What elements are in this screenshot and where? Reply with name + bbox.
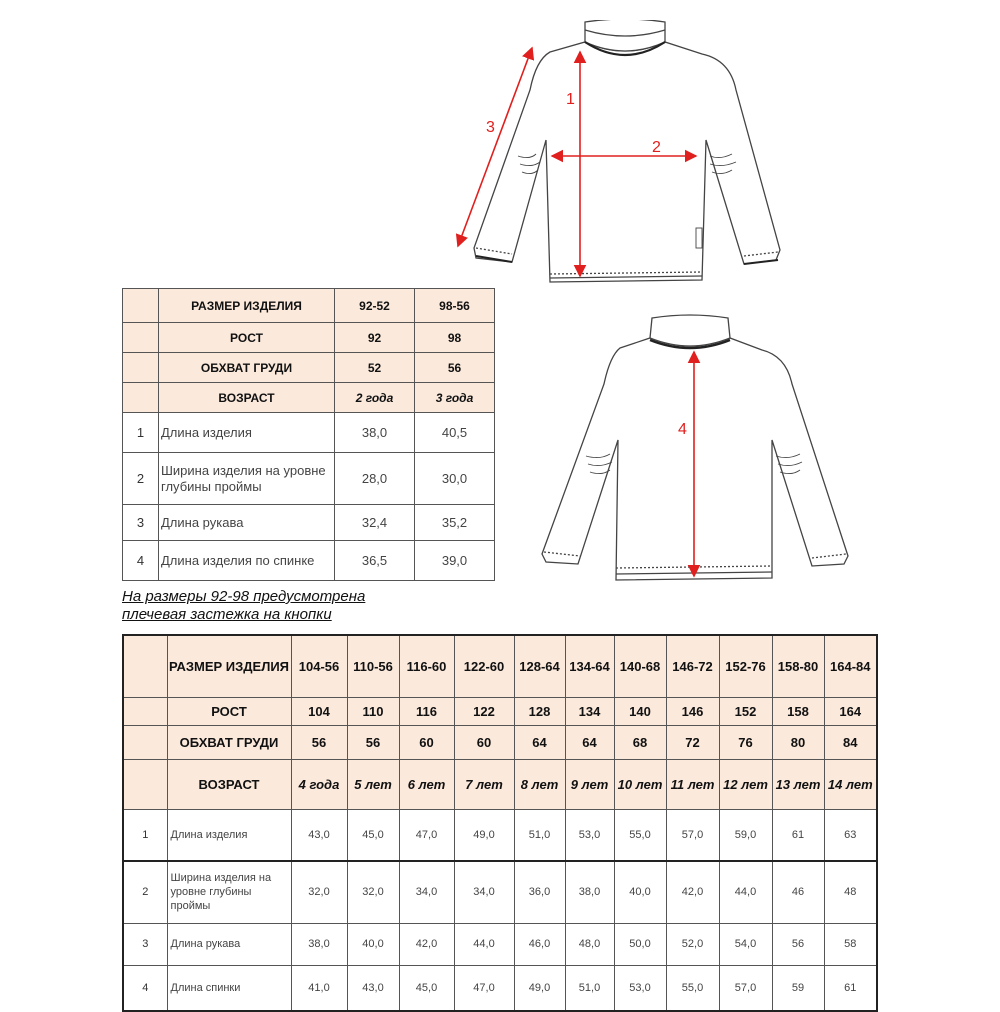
header-value: 80 <box>772 725 824 759</box>
header-value: 60 <box>454 725 514 759</box>
note-line-2: плечевая застежка на кнопки <box>122 606 332 623</box>
header-value: 110-56 <box>347 635 399 697</box>
measure-value: 53,0 <box>614 965 666 1011</box>
measure-value: 30,0 <box>415 453 495 505</box>
header-value: 158-80 <box>772 635 824 697</box>
header-value: 116 <box>399 697 454 725</box>
measure-value: 51,0 <box>514 809 565 861</box>
measure-value: 61 <box>772 809 824 861</box>
measure-value: 28,0 <box>335 453 415 505</box>
measure-value: 41,0 <box>291 965 347 1011</box>
size-table-large <box>122 634 878 1012</box>
note-line-1: На размеры 92-98 предусмотрена <box>122 588 366 605</box>
measure-number: 3 <box>123 923 167 965</box>
small-table-header-row <box>123 353 495 383</box>
header-value: 92-52 <box>335 289 415 323</box>
header-value: 146 <box>666 697 719 725</box>
measure-value: 34,0 <box>454 861 514 923</box>
large-table-header-row <box>123 725 877 759</box>
measure-value: 47,0 <box>399 809 454 861</box>
empty-cell <box>123 353 159 383</box>
measure-value: 57,0 <box>719 965 772 1011</box>
header-value: 104 <box>291 697 347 725</box>
header-value: 11 лет <box>666 759 719 809</box>
measure-number: 2 <box>123 453 159 505</box>
large-table-measure-row <box>123 923 877 965</box>
small-table-measure-row <box>123 453 495 505</box>
empty-cell <box>123 725 167 759</box>
small-table-header-row <box>123 323 495 353</box>
measure-number: 2 <box>123 861 167 923</box>
shoulder-fastener-note <box>122 588 365 624</box>
small-table-header-row <box>123 289 495 323</box>
measure-value: 40,5 <box>415 413 495 453</box>
measure-value: 63 <box>824 809 877 861</box>
header-value: 13 лет <box>772 759 824 809</box>
header-label: ВОЗРАСТ <box>159 383 335 413</box>
sweater-front-diagram <box>440 20 800 290</box>
header-value: 64 <box>514 725 565 759</box>
measure-value: 59,0 <box>719 809 772 861</box>
measure-value: 45,0 <box>347 809 399 861</box>
measure-label-3: 3 <box>486 119 495 136</box>
header-value: 56 <box>347 725 399 759</box>
measure-value: 45,0 <box>399 965 454 1011</box>
measure-number: 1 <box>123 809 167 861</box>
measure-label: Ширина изделия на уровне глубины проймы <box>167 861 291 923</box>
measure-number: 4 <box>123 541 159 581</box>
measure-value: 59 <box>772 965 824 1011</box>
measure-value: 58 <box>824 923 877 965</box>
header-value: 164 <box>824 697 877 725</box>
header-value: 3 года <box>415 383 495 413</box>
header-label: ВОЗРАСТ <box>167 759 291 809</box>
measure-value: 32,4 <box>335 505 415 541</box>
header-value: 9 лет <box>565 759 614 809</box>
large-table-measure-row <box>123 965 877 1011</box>
measure-label: Ширина изделия на уровне глубины проймы <box>159 453 335 505</box>
measure-value: 53,0 <box>565 809 614 861</box>
header-value: 84 <box>824 725 877 759</box>
measure-value: 48,0 <box>565 923 614 965</box>
header-value: 140 <box>614 697 666 725</box>
measure-value: 36,0 <box>514 861 565 923</box>
header-label: РАЗМЕР ИЗДЕЛИЯ <box>159 289 335 323</box>
measure-value: 40,0 <box>614 861 666 923</box>
sweater-back-diagram <box>530 310 870 590</box>
header-value: 98-56 <box>415 289 495 323</box>
measure-value: 44,0 <box>454 923 514 965</box>
measure-label: Длина изделия <box>159 413 335 453</box>
empty-cell <box>123 697 167 725</box>
header-value: 2 года <box>335 383 415 413</box>
empty-cell <box>123 289 159 323</box>
measure-label: Длина изделия <box>167 809 291 861</box>
measure-value: 43,0 <box>291 809 347 861</box>
measure-value: 47,0 <box>454 965 514 1011</box>
measure-value: 36,5 <box>335 541 415 581</box>
measure-value: 49,0 <box>454 809 514 861</box>
measure-number: 3 <box>123 505 159 541</box>
measure-value: 38,0 <box>565 861 614 923</box>
header-value: 52 <box>335 353 415 383</box>
header-label: ОБХВАТ ГРУДИ <box>167 725 291 759</box>
measure-value: 56 <box>772 923 824 965</box>
measure-value: 42,0 <box>666 861 719 923</box>
header-value: 7 лет <box>454 759 514 809</box>
measure-value: 32,0 <box>291 861 347 923</box>
measure-value: 50,0 <box>614 923 666 965</box>
large-table-measure-row <box>123 809 877 861</box>
header-value: 152 <box>719 697 772 725</box>
measure-value: 46,0 <box>514 923 565 965</box>
header-value: 110 <box>347 697 399 725</box>
large-table-header-row <box>123 635 877 697</box>
header-value: 68 <box>614 725 666 759</box>
measure-value: 48 <box>824 861 877 923</box>
header-value: 152-76 <box>719 635 772 697</box>
large-table-measure-row <box>123 861 877 923</box>
measure-value: 54,0 <box>719 923 772 965</box>
measure-value: 55,0 <box>614 809 666 861</box>
measure-value: 38,0 <box>335 413 415 453</box>
measure-number: 4 <box>123 965 167 1011</box>
large-table-header-row <box>123 697 877 725</box>
measure-label: Длина изделия по спинке <box>159 541 335 581</box>
header-value: 10 лет <box>614 759 666 809</box>
header-value: 14 лет <box>824 759 877 809</box>
header-value: 6 лет <box>399 759 454 809</box>
header-value: 128 <box>514 697 565 725</box>
measure-value: 61 <box>824 965 877 1011</box>
measure-label: Длина рукава <box>167 923 291 965</box>
empty-cell <box>123 759 167 809</box>
measure-value: 42,0 <box>399 923 454 965</box>
empty-cell <box>123 383 159 413</box>
large-table-header-row <box>123 759 877 809</box>
measure-value: 39,0 <box>415 541 495 581</box>
measure-value: 32,0 <box>347 861 399 923</box>
header-value: 104-56 <box>291 635 347 697</box>
header-value: 122 <box>454 697 514 725</box>
header-value: 92 <box>335 323 415 353</box>
measure-label-4: 4 <box>678 421 687 438</box>
small-table-measure-row <box>123 413 495 453</box>
header-value: 4 года <box>291 759 347 809</box>
measure-label-2: 2 <box>652 139 661 156</box>
measure-label: Длина спинки <box>167 965 291 1011</box>
header-value: 12 лет <box>719 759 772 809</box>
header-value: 122-60 <box>454 635 514 697</box>
header-value: 146-72 <box>666 635 719 697</box>
measure-value: 57,0 <box>666 809 719 861</box>
header-label: РОСТ <box>167 697 291 725</box>
small-table-measure-row <box>123 505 495 541</box>
header-value: 72 <box>666 725 719 759</box>
measure-value: 52,0 <box>666 923 719 965</box>
header-label: РОСТ <box>159 323 335 353</box>
header-value: 76 <box>719 725 772 759</box>
front-sweater-outline <box>474 20 780 282</box>
header-value: 56 <box>415 353 495 383</box>
size-table-small <box>122 288 495 581</box>
empty-cell <box>123 635 167 697</box>
measure-value: 34,0 <box>399 861 454 923</box>
measure-value: 43,0 <box>347 965 399 1011</box>
measure-value: 44,0 <box>719 861 772 923</box>
small-table-measure-row <box>123 541 495 581</box>
measure-number: 1 <box>123 413 159 453</box>
measure-value: 35,2 <box>415 505 495 541</box>
header-value: 164-84 <box>824 635 877 697</box>
header-value: 60 <box>399 725 454 759</box>
measure-value: 49,0 <box>514 965 565 1011</box>
measure-value: 46 <box>772 861 824 923</box>
header-value: 8 лет <box>514 759 565 809</box>
header-value: 98 <box>415 323 495 353</box>
header-value: 140-68 <box>614 635 666 697</box>
header-label: РАЗМЕР ИЗДЕЛИЯ <box>167 635 291 697</box>
header-value: 158 <box>772 697 824 725</box>
header-value: 128-64 <box>514 635 565 697</box>
header-value: 134 <box>565 697 614 725</box>
measure-label: Длина рукава <box>159 505 335 541</box>
measure-value: 38,0 <box>291 923 347 965</box>
measure-label-1: 1 <box>566 91 575 108</box>
empty-cell <box>123 323 159 353</box>
header-value: 134-64 <box>565 635 614 697</box>
measure-value: 55,0 <box>666 965 719 1011</box>
header-value: 5 лет <box>347 759 399 809</box>
header-label: ОБХВАТ ГРУДИ <box>159 353 335 383</box>
measure-value: 51,0 <box>565 965 614 1011</box>
measure-value: 40,0 <box>347 923 399 965</box>
header-value: 116-60 <box>399 635 454 697</box>
small-table-header-row <box>123 383 495 413</box>
header-value: 64 <box>565 725 614 759</box>
header-value: 56 <box>291 725 347 759</box>
back-sweater-outline <box>542 315 848 580</box>
